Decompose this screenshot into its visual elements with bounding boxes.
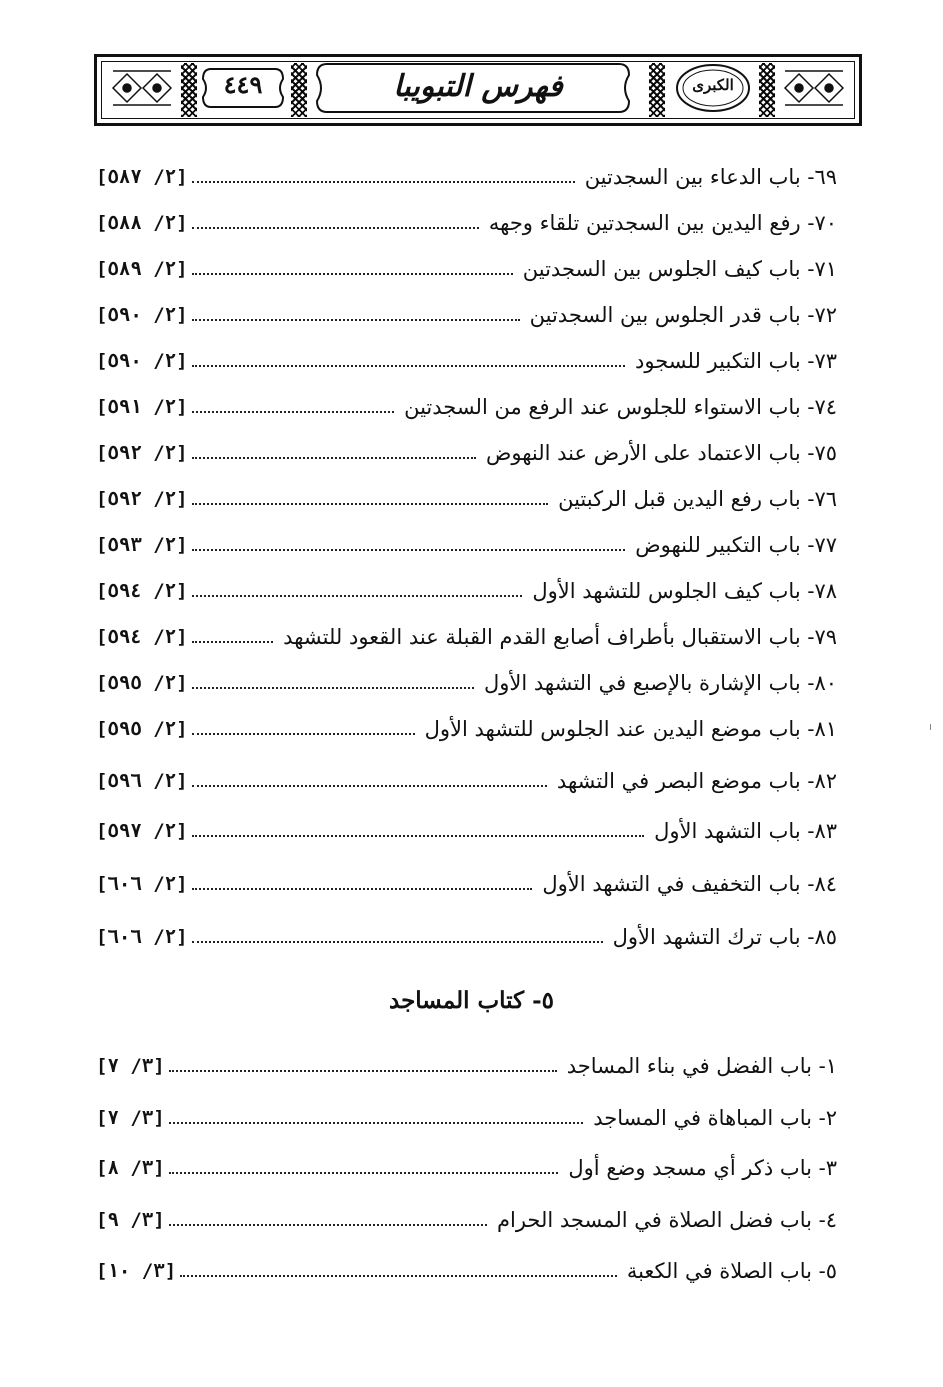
section-heading: ٥- كتاب المساجد [389, 987, 554, 1014]
toc-entry [96, 1253, 837, 1289]
toc-entry [96, 1048, 837, 1084]
entry-reference: [٣/ ١٠] [96, 1260, 177, 1282]
entry-reference: [٢/ ٥٩٤] [96, 580, 188, 602]
entry-reference: [٢/ ٥٩٤] [96, 626, 188, 648]
entry-title: ٧٣- باب التكبير للسجود [635, 349, 837, 373]
dot-leader [192, 549, 626, 551]
toc-entry [96, 251, 837, 287]
entry-title: ١- باب الفضل في بناء المساجد [566, 1054, 837, 1078]
dot-leader [192, 457, 476, 459]
toc-entry [96, 1202, 837, 1238]
toc-entry [96, 205, 837, 241]
entry-reference: [٢/ ٥٩٠] [96, 350, 188, 372]
entry-reference: [٢/ ٥٩٧] [96, 820, 188, 842]
entry-reference: [٣/ ٧] [96, 1107, 165, 1129]
margin-mark [930, 724, 931, 730]
dot-leader [192, 273, 513, 275]
entry-reference: [٢/ ٥٩٠] [96, 304, 188, 326]
toc-entry [96, 297, 837, 333]
entry-title: ٨٣- باب التشهد الأول [654, 819, 837, 843]
dot-leader [192, 227, 479, 229]
entry-title: ٧٩- باب الاستقبال بأطراف أصابع القدم القبلة عند القعود للتشهد [283, 625, 837, 649]
ornament-strip [181, 63, 197, 117]
entry-title: ٨٠- باب الإشارة بالإصبع في التشهد الأول [484, 671, 837, 695]
toc-entry [96, 1100, 837, 1136]
toc-entry [96, 573, 837, 609]
entry-title: ٨٥- باب ترك التشهد الأول [612, 925, 837, 949]
entry-title: ٧٥- باب الاعتماد على الأرض عند النهوض [486, 441, 837, 465]
toc-entry [96, 919, 837, 955]
dot-leader [169, 1172, 559, 1174]
entry-reference: [٣/ ٧] [96, 1055, 165, 1077]
dot-leader [192, 835, 645, 837]
toc-entry [96, 619, 837, 655]
toc-entry [96, 527, 837, 563]
entry-reference: [٢/ ٥٨٨] [96, 212, 188, 234]
entry-title: ٦٩- باب الدعاء بين السجدتين [584, 165, 837, 189]
entry-title: ٣- باب ذكر أي مسجد وضع أول [568, 1156, 837, 1180]
ornament-strip [649, 63, 665, 117]
entry-reference: [٢/ ٥٩٣] [96, 534, 188, 556]
entry-title: ٧٠- رفع اليدين بين السجدتين تلقاء وجهه [488, 211, 837, 235]
dot-leader [192, 733, 415, 735]
entry-title: ٧٧- باب التكبير للنهوض [635, 533, 837, 557]
entry-reference: [٢/ ٥٩٦] [96, 770, 188, 792]
entry-title: ٥- باب الصلاة في الكعبة [626, 1259, 837, 1283]
entry-title: ٧٤- باب الاستواء للجلوس عند الرفع من السجدتين [404, 395, 837, 419]
dot-leader [180, 1275, 617, 1277]
entry-title: ٧١- باب كيف الجلوس بين السجدتين [522, 257, 837, 281]
dot-leader [192, 785, 547, 787]
entry-reference: [٢/ ٥٨٧] [96, 166, 188, 188]
dot-leader [192, 888, 533, 890]
dot-leader [192, 411, 395, 413]
entry-title: ٧٨- باب كيف الجلوس للتشهد الأول [532, 579, 837, 603]
entry-title: ٨٤- باب التخفيف في التشهد الأول [542, 872, 837, 896]
entry-reference: [٢/ ٥٩١] [96, 396, 188, 418]
ornament-right-icon [781, 67, 847, 109]
entry-reference: [٢/ ٥٩٥] [96, 718, 188, 740]
dot-leader [192, 687, 474, 689]
dot-leader [169, 1122, 584, 1124]
toc-entry [96, 813, 837, 849]
ornament-strip [759, 63, 775, 117]
toc-entry [96, 343, 837, 379]
entry-reference: [٣/ ٨] [96, 1157, 165, 1179]
entry-reference: [٢/ ٥٩٢] [96, 488, 188, 510]
toc-entry [96, 665, 837, 701]
toc-entry [96, 763, 837, 799]
toc-entry [96, 389, 837, 425]
entry-reference: [٢/ ٥٨٩] [96, 258, 188, 280]
entry-reference: [٢/ ٦٠٦] [96, 873, 188, 895]
page-number: ٤٤٩ [223, 70, 263, 99]
dot-leader [192, 503, 549, 505]
dot-leader [169, 1224, 487, 1226]
entry-title: ٨٢- باب موضع البصر في التشهد [556, 769, 837, 793]
ornament-strip [291, 63, 307, 117]
dot-leader [192, 319, 520, 321]
entry-title: ٢- باب المباهاة في المساجد [593, 1106, 837, 1130]
entry-reference: [٣/ ٩] [96, 1209, 165, 1231]
page-header [94, 54, 862, 126]
toc-entry [96, 159, 837, 195]
toc-entry [96, 711, 837, 747]
dot-leader [169, 1070, 557, 1072]
toc-entry [96, 481, 837, 517]
toc-entry [96, 435, 837, 471]
entry-title: ٧٢- باب قدر الجلوس بين السجدتين [529, 303, 837, 327]
dot-leader [192, 641, 274, 643]
dot-leader [192, 365, 625, 367]
toc-entry [96, 1150, 837, 1186]
seal-text: الكبرى [692, 76, 734, 94]
entry-title: ٤- باب فضل الصلاة في المسجد الحرام [496, 1208, 837, 1232]
entry-reference: [٢/ ٥٩٢] [96, 442, 188, 464]
toc-entry [96, 866, 837, 902]
dot-leader [192, 941, 603, 943]
entry-title: ٧٦- باب رفع اليدين قبل الركبتين [558, 487, 837, 511]
entry-title: ٨١- باب موضع اليدين عند الجلوس للتشهد الأول [424, 717, 837, 741]
header-title: فهرس التبويبا [393, 69, 563, 104]
entry-reference: [٢/ ٥٩٥] [96, 672, 188, 694]
ornament-left-icon [109, 67, 175, 109]
dot-leader [192, 595, 523, 597]
dot-leader [192, 181, 575, 183]
entry-reference: [٢/ ٦٠٦] [96, 926, 188, 948]
